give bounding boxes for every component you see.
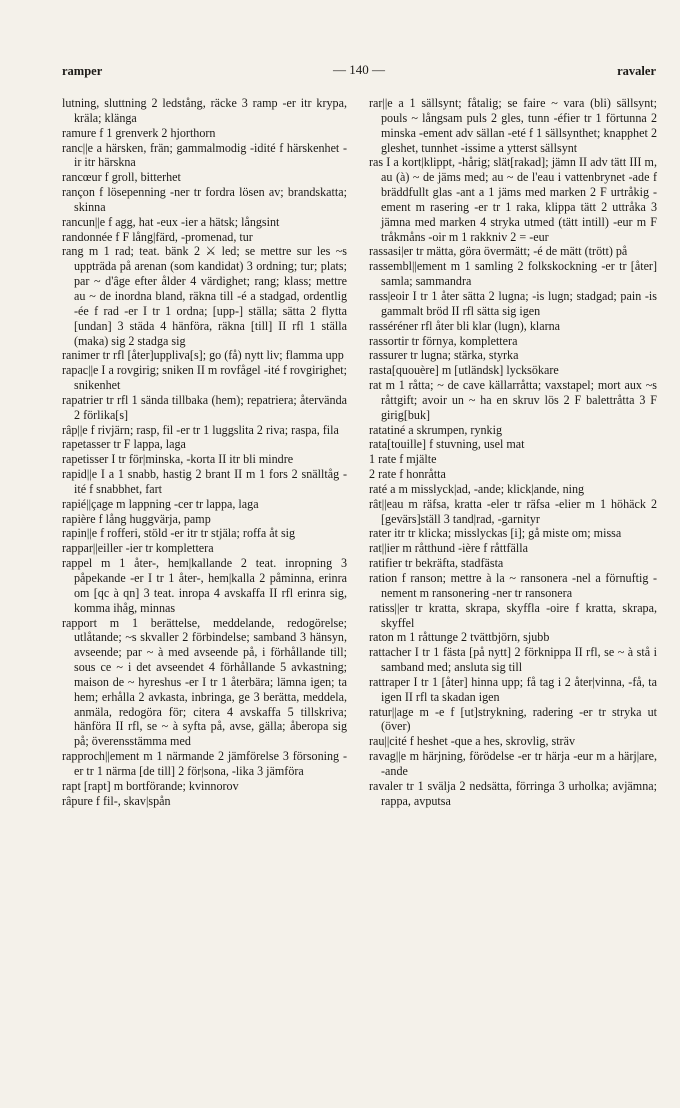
dictionary-entry: rass|eoir I tr 1 åter sätta 2 lugna; -is lugn; stadgad; pain -is gammalt bröd II rfl sätta sig igen — [369, 288, 657, 318]
dictionary-entry: rappel m 1 åter-, hem|kallande 2 teat. inropning 3 påpekande -er I tr 1 åter-, hem|kalla 2 påminna, erinra om [qc à qn] 3 teat. inropa 4 avskaffa II rfl erinra sig, komma ihåg, minnas — [62, 556, 347, 615]
dictionary-entry: rapproch||ement m 1 närmande 2 jämförelse 3 försoning -er tr 1 närma [de till] 2 för|sona, -lika 3 jämföra — [62, 749, 347, 778]
dictionary-entry: ravag||e m härjning, förödelse -er tr härja -eur m a härj|are, -ande — [369, 749, 657, 778]
dictionary-entry: rassasi|er tr mätta, göra övermätt; -é de mätt (trött) på — [369, 244, 628, 259]
dictionary-entry: râpure f fil-, skav|spån — [62, 793, 171, 808]
dictionary-entry: ratur||age m -e f [ut]strykning, radering -er tr stryka ut (över) — [369, 704, 657, 734]
dictionary-entry: raton m 1 råttunge 2 tvättbjörn, sjubb — [369, 630, 550, 645]
dictionary-entry: rancun||e f agg, hat -eux -ier a hätsk; långsint — [62, 214, 280, 229]
page-number: — 140 — — [333, 62, 385, 77]
dictionary-entry: ratatiné a skrumpen, rynkig — [369, 422, 502, 437]
dictionary-entry: rassortir tr förnya, komplettera — [369, 333, 518, 348]
dictionary-entry: ravaler tr 1 svälja 2 nedsätta, förringa 3 urholka; avjämna; rappa, avputsa — [369, 778, 657, 808]
dictionary-entry: râp||e f rivjärn; rasp, fil -er tr 1 luggslita 2 riva; raspa, fila — [62, 422, 339, 437]
dictionary-entry: rat||ier m råtthund -ière f råttfälla — [369, 541, 528, 556]
dictionary-entry: rapatrier tr rfl 1 sända tillbaka (hem); repatriera; återvända 2 förlika[s] — [62, 392, 347, 422]
dictionary-entry: rar||e a 1 sällsynt; fåtalig; se faire ~ vara (bli) sällsynt; pouls ~ långsam puls 2 gles, tunn -éfier tr 1 förtunna 2 minska -ement adv sällan -eté f 1 sällsynthet; knapphet 2 gleshet, tunnhet -issime a ytterst sällsynt — [369, 96, 657, 155]
dictionary-entry: rata[touille] f stuvning, usel mat — [369, 437, 525, 452]
left-column — [62, 96, 347, 809]
dictionary-entry: rattraper I tr 1 [åter] hinna upp; få tag i 2 åter|vinna, -få, ta igen II rfl ta skadan igen — [369, 674, 657, 704]
dictionary-entry: rapt [rapt] m bortförande; kvinnorov — [62, 778, 239, 793]
dictionary-entry: rapport m 1 berättelse, meddelande, redogörelse; utlåtande; ~s skvaller 2 förbindelse; samband 3 hänsyn, avseende; par ~ à med avseende på, i förhållande till; sous ce ~ i det avseendet 4 förhållande 5 avkastning; maison de ~ hyreshus -er I tr 1 återbära; lämna igen; ta hem; erhålla 2 avkasta, inbringa, ge 3 berätta, meddela, anmäla, redogöra för; citera 4 avskaffa 5 tillskriva; hänföra II rfl, se ~ à syfta på, avse, gälla; åberopa sig på; överensstämma med — [62, 615, 347, 749]
dictionary-entry: ration f ranson; mettre à la ~ ransonera -nel a förnuftig -nement m ransonering -ner tr ransonera — [369, 571, 657, 600]
dictionary-entry: rancœur f groll, bitterhet — [62, 170, 181, 185]
dictionary-entry: rater itr tr klicka; misslyckas [i]; gå miste om; missa — [369, 526, 622, 541]
dictionary-entry: 2 rate f honråtta — [369, 467, 446, 482]
dictionary-entry: rât||eau m räfsa, kratta -eler tr räfsa -elier m 1 höhäck 2 [gevärs]ställ 3 tand|rad, -garnityr — [369, 496, 657, 526]
dictionary-entry: rapid||e I a 1 snabb, hastig 2 brant II m 1 fors 2 snälltåg -ité f snabbhet, fart — [62, 467, 347, 496]
dictionary-entry: ranimer tr rfl [åter]uppliva[s]; go (få) nytt liv; flamma upp — [62, 348, 344, 363]
dictionary-entry: ramure f 1 grenverk 2 hjorthorn — [62, 125, 216, 140]
dictionary-entry: rapin||e f rofferi, stöld -er itr tr stjäla; roffa åt sig — [62, 526, 296, 541]
dictionary-entry: rapetasser tr F lappa, laga — [62, 437, 186, 452]
header-guide-word-right: ravaler — [617, 64, 656, 78]
dictionary-entry: ratifier tr bekräfta, stadfästa — [369, 556, 504, 571]
dictionary-entry: rançon f lösepenning -ner tr fordra lösen av; brandskatta; skinna — [62, 185, 347, 214]
dictionary-entry: rassembl||ement m 1 samling 2 folkskockning -er tr [åter] samla; sammandra — [369, 259, 657, 289]
dictionary-entry: rapière f lång huggvärja, pamp — [62, 511, 211, 526]
dictionary-entry: ranc||e a härsken, frän; gammalmodig -idité f härskenhet -ir itr härskna — [62, 140, 347, 170]
dictionary-entry: lutning, sluttning 2 ledstång, räcke 3 ramp -er itr krypa, kräla; klänga — [62, 96, 347, 125]
dictionary-entry: rapetisser I tr för|minska, -korta II itr bli mindre — [62, 452, 294, 467]
dictionary-entry: rappar||eiller -ier tr komplettera — [62, 541, 214, 556]
dictionary-entry: rasséréner rfl åter bli klar (lugn), klarna — [369, 318, 561, 333]
dictionary-entry: ratiss||er tr kratta, skrapa, skyffla -oire f kratta, skrapa, skyffel — [369, 600, 657, 630]
dictionary-entry: rattacher I tr 1 fästa [på nytt] 2 förknippa II rfl, se ~ à stå i samband med; ansluta sig till — [369, 645, 657, 675]
right-column — [369, 96, 657, 809]
dictionary-entry: rang m 1 rad; teat. bänk 2 ⚔ led; se mettre sur les ~s uppträda på arenan (som kandidat) 3 ordning; tur; plats; par ~ d'âge efter ålder 4 värdighet; rang; klass; mettre au ~ de inordna bland, räkna till -é a stadgad, ordentlig -ée f rad -er I tr 1 ordna; [upp-] ställa; sätta 2 flytta [undan] 3 städa 4 hänföra, räkna [till] II rfl 1 ställa (maka) sig 2 stadga sig — [62, 244, 347, 348]
dictionary-entry: rapac||e I a rovgirig; sniken II m rovfågel -ité f rovgirighet; snikenhet — [62, 363, 347, 393]
dictionary-entry: rassurer tr lugna; stärka, styrka — [369, 348, 519, 363]
header-guide-word-left: ramper — [62, 64, 103, 78]
page-header — [62, 60, 656, 82]
dictionary-entry: rapié||çage m lappning -cer tr lappa, laga — [62, 496, 259, 511]
dictionary-entry: rasta[quouère] m [utländsk] lycksökare — [369, 363, 559, 378]
dictionary-entry: ras I a kort|klippt, -hårig; slät[rakad]; jämn II adv tätt III m, au (à) ~ de jäms med; au ~ de l'eau i vattenbrynet -ade f bräddfullt glas -ant a 1 jäms med marken 2 F urtråkig -ement m rasering -er tr 1 raka, klippa tätt 2 uttråka 3 jämna med marken 4 stryka utmed (tätt intill) -eur m F tråkmåns -oir m 1 rakkniv 2 = -eur — [369, 155, 657, 244]
dictionary-entry: rau||cité f heshet -que a hes, skrovlig, sträv — [369, 734, 576, 749]
dictionary-entry: rat m 1 råtta; ~ de cave källarråtta; vaxstapel; mort aux ~s råttgift; avoir un ~ ha en skruv lös 2 F balettråtta 3 F girig[buk] — [369, 378, 657, 422]
dictionary-entry: randonnée f F lång|färd, -promenad, tur — [62, 229, 253, 244]
dictionary-entry: raté a m misslyck|ad, -ande; klick|ande, ning — [369, 481, 585, 496]
dictionary-entry: 1 rate f mjälte — [369, 452, 437, 467]
